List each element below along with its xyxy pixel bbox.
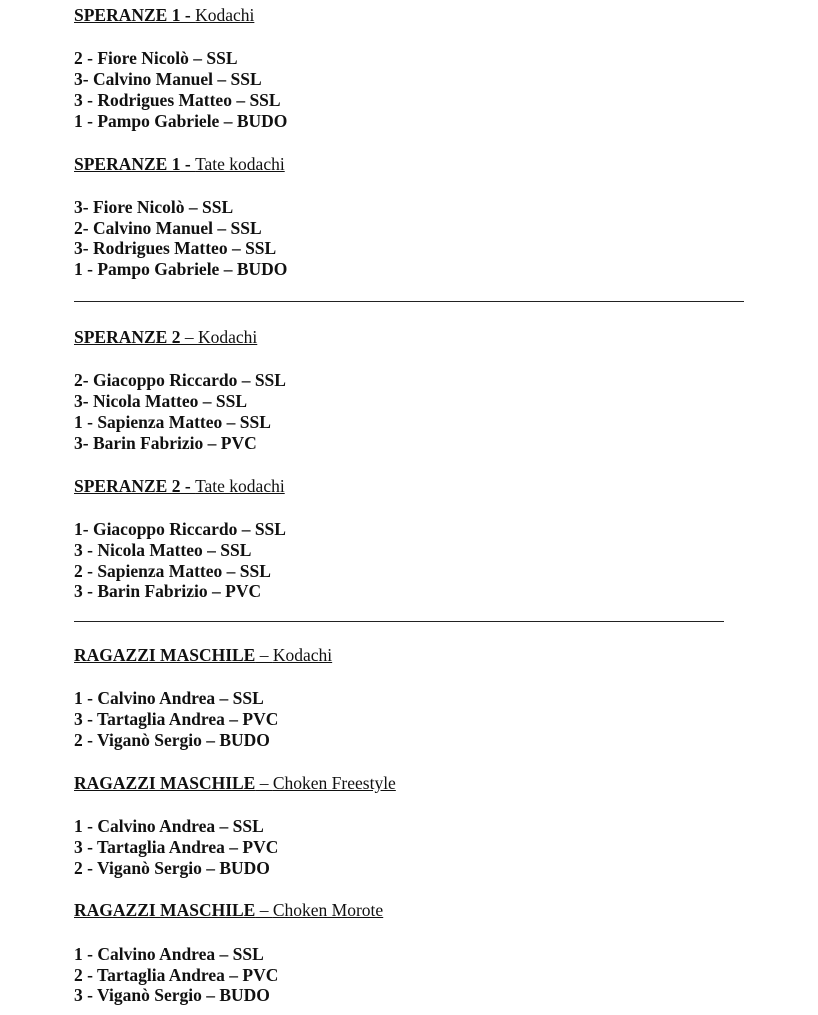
result-entry: 2 - Sapienza Matteo – SSL bbox=[74, 561, 271, 581]
discipline-label: Choken Morote bbox=[272, 900, 384, 920]
discipline-label: Kodachi bbox=[272, 645, 333, 665]
category-label: SPERANZE 2 bbox=[74, 327, 181, 347]
result-entry: 2 - Tartaglia Andrea – PVC bbox=[74, 965, 279, 985]
section-heading bbox=[74, 644, 332, 666]
section-heading bbox=[74, 4, 254, 26]
heading-separator: – bbox=[255, 645, 273, 665]
heading-separator: - bbox=[180, 154, 196, 174]
section-heading bbox=[74, 153, 285, 175]
result-entry: 3- Fiore Nicolò – SSL bbox=[74, 197, 234, 217]
section-divider bbox=[74, 301, 744, 302]
section-heading bbox=[74, 326, 257, 348]
result-entry: 3- Nicola Matteo – SSL bbox=[74, 391, 248, 411]
section-divider bbox=[74, 621, 724, 622]
result-entry: 3 - Tartaglia Andrea – PVC bbox=[74, 837, 279, 857]
result-entry: 1 - Calvino Andrea – SSL bbox=[74, 944, 264, 964]
heading-separator: – bbox=[255, 900, 273, 920]
discipline-label: Choken Freestyle bbox=[272, 773, 396, 793]
result-entry: 3- Barin Fabrizio – PVC bbox=[74, 433, 257, 453]
category-label: RAGAZZI MASCHILE bbox=[74, 645, 256, 665]
discipline-label: Kodachi bbox=[197, 327, 258, 347]
result-entry: 2 - Fiore Nicolò – SSL bbox=[74, 48, 238, 68]
result-entry: 2 - Viganò Sergio – BUDO bbox=[74, 858, 270, 878]
heading-separator: - bbox=[180, 476, 196, 496]
result-entry: 3 - Viganò Sergio – BUDO bbox=[74, 985, 270, 1005]
section-heading bbox=[74, 772, 396, 794]
category-label: RAGAZZI MASCHILE bbox=[74, 900, 256, 920]
discipline-label: Kodachi bbox=[195, 5, 255, 25]
result-entry: 1 - Pampo Gabriele – BUDO bbox=[74, 111, 288, 131]
result-entry: 3- Calvino Manuel – SSL bbox=[74, 69, 262, 89]
section-heading bbox=[74, 899, 383, 921]
discipline-label: Tate kodachi bbox=[195, 476, 285, 496]
section-heading bbox=[74, 475, 285, 497]
result-entry: 2- Calvino Manuel – SSL bbox=[74, 218, 262, 238]
result-entry: 1 - Sapienza Matteo – SSL bbox=[74, 412, 271, 432]
result-entry: 3 - Nicola Matteo – SSL bbox=[74, 540, 252, 560]
heading-separator: – bbox=[180, 327, 198, 347]
result-entry: 1- Giacoppo Riccardo – SSL bbox=[74, 519, 286, 539]
heading-separator: – bbox=[255, 773, 273, 793]
result-entry: 3 - Barin Fabrizio – PVC bbox=[74, 581, 262, 601]
discipline-label: Tate kodachi bbox=[195, 154, 285, 174]
result-entry: 3 - Tartaglia Andrea – PVC bbox=[74, 709, 279, 729]
result-entry: 1 - Calvino Andrea – SSL bbox=[74, 816, 264, 836]
result-entry: 2- Giacoppo Riccardo – SSL bbox=[74, 370, 286, 390]
result-entry: 3- Rodrigues Matteo – SSL bbox=[74, 238, 277, 258]
category-label: SPERANZE 2 bbox=[74, 476, 181, 496]
result-entry: 1 - Pampo Gabriele – BUDO bbox=[74, 259, 288, 279]
heading-separator: - bbox=[180, 5, 196, 25]
result-entry: 2 - Viganò Sergio – BUDO bbox=[74, 730, 270, 750]
category-label: SPERANZE 1 bbox=[74, 154, 181, 174]
category-label: RAGAZZI MASCHILE bbox=[74, 773, 256, 793]
category-label: SPERANZE 1 bbox=[74, 5, 181, 25]
result-entry: 3 - Rodrigues Matteo – SSL bbox=[74, 90, 281, 110]
result-entry: 1 - Calvino Andrea – SSL bbox=[74, 688, 264, 708]
